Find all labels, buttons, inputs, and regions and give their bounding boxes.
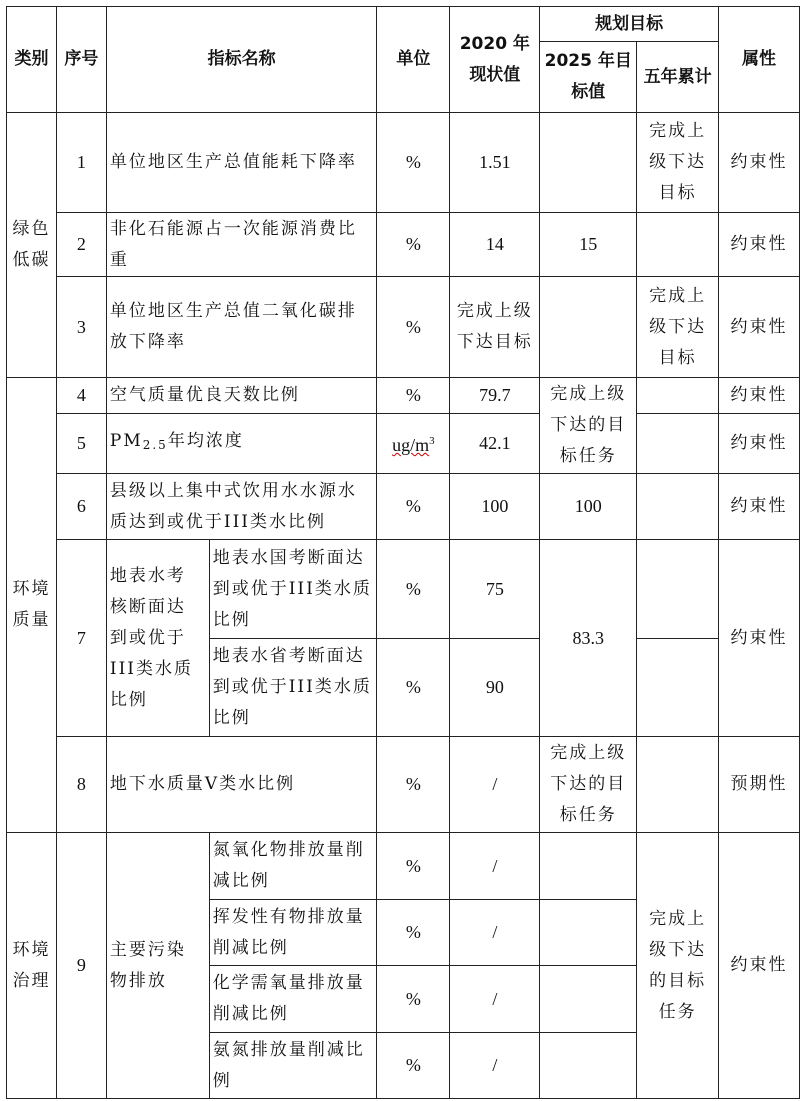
unit-7b: %: [377, 639, 450, 737]
seq-5: 5: [56, 414, 106, 474]
unit-9b: %: [377, 900, 450, 966]
indicator-name-9b: 挥发性有物排放量削减比例: [209, 900, 377, 966]
target-1: [540, 113, 637, 213]
cumulative-3: 完成上级下达目标: [637, 277, 719, 378]
header-unit: 单位: [377, 7, 450, 113]
unit-9a: %: [377, 833, 450, 900]
header-indicator: 指标名称: [106, 7, 377, 113]
attr-2: 约束性: [719, 213, 800, 277]
current-7b: 90: [450, 639, 540, 737]
target-9d: [540, 1033, 637, 1099]
seq-3: 3: [56, 277, 106, 378]
target-9b: [540, 900, 637, 966]
indicator-name-4: 空气质量优良天数比例: [106, 378, 377, 414]
planning-indicator-table: [6, 6, 800, 1099]
current-6: 100: [450, 474, 540, 540]
indicator-name-7a: 地表水国考断面达到或优于III类水质比例: [209, 540, 377, 639]
target-8: 完成上级下达的目标任务: [540, 737, 637, 833]
target-9a: [540, 833, 637, 900]
unit-9c: %: [377, 966, 450, 1033]
header-category: 类别: [7, 7, 57, 113]
header-current: 2020 年现状值: [450, 7, 540, 113]
group-env-governance: 环境治理: [7, 833, 57, 1099]
unit-8: %: [377, 737, 450, 833]
unit-3: %: [377, 277, 450, 378]
current-4: 79.7: [450, 378, 540, 414]
indicator-name-8: 地下水质量V类水比例: [106, 737, 377, 833]
seq-7: 7: [56, 540, 106, 737]
unit-5-sup: 3: [429, 435, 435, 447]
target-4-5: 完成上级下达的目标任务: [540, 378, 637, 474]
unit-9d: %: [377, 1033, 450, 1099]
seq-6: 6: [56, 474, 106, 540]
cumulative-4: [637, 378, 719, 414]
header-cumulative: 五年累计: [637, 42, 719, 113]
attr-1: 约束性: [719, 113, 800, 213]
attr-5: 约束性: [719, 414, 800, 474]
target-2: 15: [540, 213, 637, 277]
current-5: 42.1: [450, 414, 540, 474]
cumulative-9: 完成上级下达的目标任务: [637, 833, 719, 1099]
target-9c: [540, 966, 637, 1033]
cumulative-1: 完成上级下达目标: [637, 113, 719, 213]
pm-subscript: 2.5: [142, 438, 168, 452]
indicator-name-3: 单位地区生产总值二氧化碳排放下降率: [106, 277, 377, 378]
target-7: 83.3: [540, 540, 637, 737]
indicator-name-7b: 地表水省考断面达到或优于III类水质比例: [209, 639, 377, 737]
current-9b: /: [450, 900, 540, 966]
current-9c: /: [450, 966, 540, 1033]
attr-3: 约束性: [719, 277, 800, 378]
current-3: 完成上级下达目标: [450, 277, 540, 378]
target-6: 100: [540, 474, 637, 540]
attr-6: 约束性: [719, 474, 800, 540]
seq-8: 8: [56, 737, 106, 833]
pm-label-rest: 年均浓度: [167, 431, 244, 451]
current-2: 14: [450, 213, 540, 277]
indicator-name-2: 非化石能源占一次能源消费比重: [106, 213, 377, 277]
cumulative-5: [637, 414, 719, 474]
current-9a: /: [450, 833, 540, 900]
group-green-low-carbon: 绿色低碳: [7, 113, 57, 378]
seq-9: 9: [56, 833, 106, 1099]
cumulative-7b: [637, 639, 719, 737]
header-plan: 规划目标: [540, 7, 719, 42]
seq-2: 2: [56, 213, 106, 277]
unit-4: %: [377, 378, 450, 414]
indicator-name-6: 县级以上集中式饮用水水源水质达到或优于III类水比例: [106, 474, 377, 540]
unit-5: [377, 414, 450, 474]
cumulative-2: [637, 213, 719, 277]
current-1: 1.51: [450, 113, 540, 213]
indicator-name-7: 地表水考核断面达到或优于III类水质比例: [106, 540, 209, 737]
unit-6: %: [377, 474, 450, 540]
attr-8: 预期性: [719, 737, 800, 833]
indicator-name-1: 单位地区生产总值能耗下降率: [106, 113, 377, 213]
indicator-name-9d: 氨氮排放量削减比例: [209, 1033, 377, 1099]
seq-4: 4: [56, 378, 106, 414]
target-3: [540, 277, 637, 378]
unit-7a: %: [377, 540, 450, 639]
indicator-name-9: 主要污染物排放: [106, 833, 209, 1099]
unit-1: %: [377, 113, 450, 213]
header-attribute: 属性: [719, 7, 800, 113]
indicator-name-5: [106, 414, 377, 474]
cumulative-8: [637, 737, 719, 833]
current-9d: /: [450, 1033, 540, 1099]
current-8: /: [450, 737, 540, 833]
attr-7: 约束性: [719, 540, 800, 737]
group-env-quality: 环境质量: [7, 378, 57, 833]
seq-1: 1: [56, 113, 106, 213]
pm-label: PM: [109, 431, 143, 451]
cumulative-7a: [637, 540, 719, 639]
indicator-name-9a: 氮氧化物排放量削减比例: [209, 833, 377, 900]
current-7a: 75: [450, 540, 540, 639]
indicator-name-9c: 化学需氧量排放量削减比例: [209, 966, 377, 1033]
cumulative-6: [637, 474, 719, 540]
header-target-2025: 2025 年目标值: [540, 42, 637, 113]
unit-2: %: [377, 213, 450, 277]
unit-5-base: ug/m: [392, 435, 430, 455]
attr-4: 约束性: [719, 378, 800, 414]
attr-9: 约束性: [719, 833, 800, 1099]
header-seq: 序号: [56, 7, 106, 113]
